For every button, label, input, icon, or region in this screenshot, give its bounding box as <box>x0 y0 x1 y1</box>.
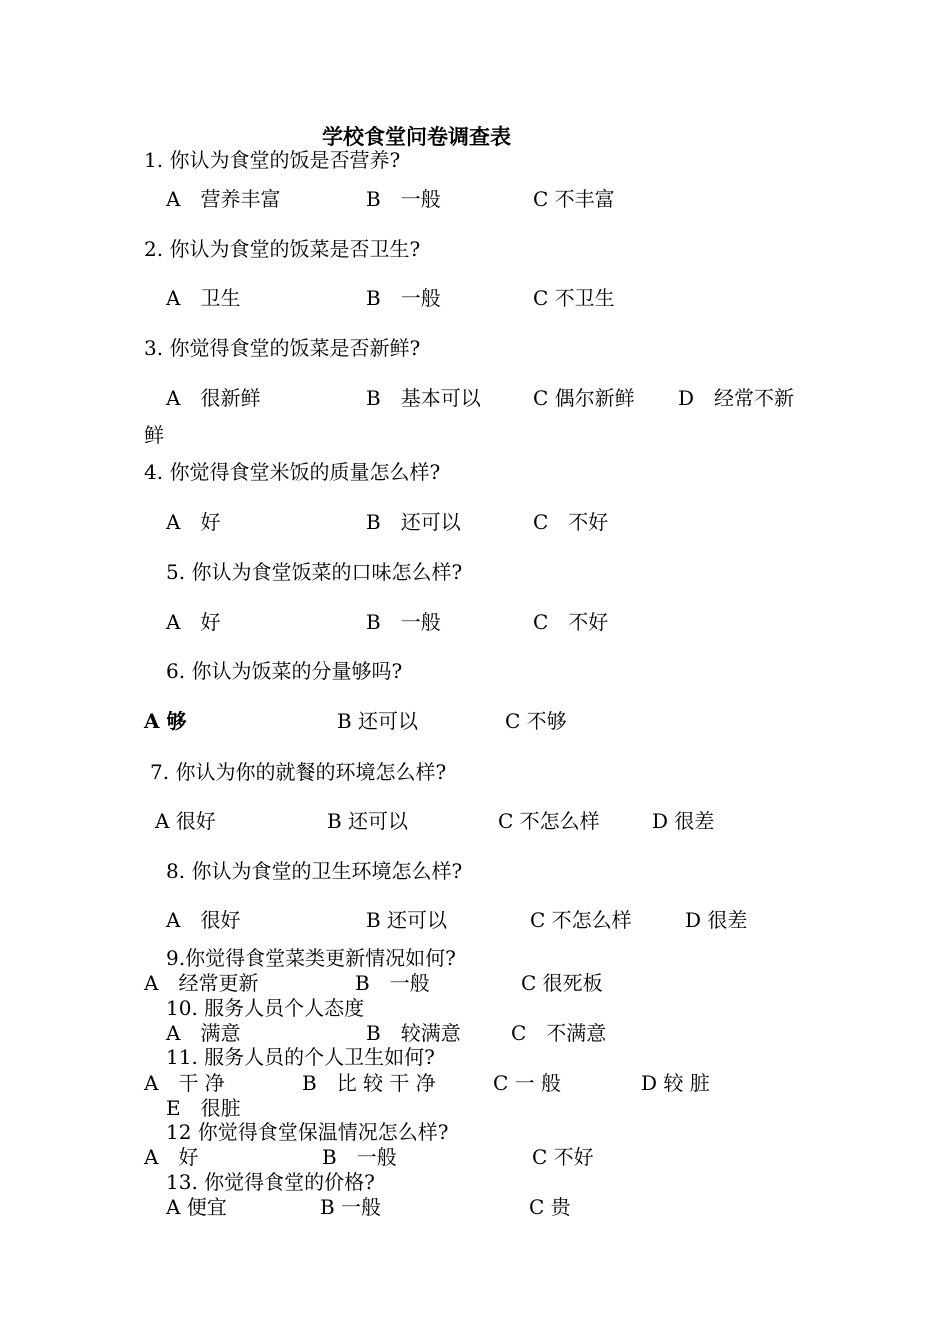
q5-option-b: B 一般 <box>366 610 441 634</box>
q5-option-a: A 好 <box>166 610 221 634</box>
q13-option-a: A 便宜 <box>166 1195 227 1219</box>
question-5: 5. 你认为食堂饭菜的口味怎么样? <box>166 560 463 584</box>
question-10: 10. 服务人员个人态度 <box>166 996 365 1020</box>
q12-option-a: A 好 <box>144 1145 199 1169</box>
question-11: 11. 服务人员的个人卫生如何? <box>166 1045 435 1069</box>
q6-option-a: A 够 <box>144 709 187 733</box>
q11-option-b: B 比 较 干 净 <box>302 1071 436 1095</box>
q3-option-b: B 基本可以 <box>366 386 481 410</box>
q1-option-a: A 营养丰富 <box>166 187 281 211</box>
q4-option-b: B 还可以 <box>366 510 461 534</box>
q10-option-b: B 较满意 <box>366 1021 461 1045</box>
q9-option-b: B 一般 <box>355 971 430 995</box>
q11-option-c: C 一 般 <box>493 1071 562 1095</box>
q12-option-b: B 一般 <box>322 1145 397 1169</box>
q8-option-a: A 很好 <box>166 908 241 932</box>
q3-option-a: A 很新鲜 <box>166 386 261 410</box>
q11-option-a: A 干 净 <box>144 1071 225 1095</box>
question-8: 8. 你认为食堂的卫生环境怎么样? <box>166 859 463 883</box>
q6-option-c: C 不够 <box>505 709 567 733</box>
q10-option-c: C 不满意 <box>511 1021 607 1045</box>
q8-option-c: C 不怎么样 <box>530 908 632 932</box>
q5-option-c: C 不好 <box>533 610 609 634</box>
q4-option-a: A 好 <box>166 510 221 534</box>
page-title: 学校食堂问卷调查表 <box>322 124 511 149</box>
q1-option-b: B 一般 <box>366 187 441 211</box>
question-9: 9.你觉得食堂菜类更新情况如何? <box>166 946 456 970</box>
q7-option-c: C 不怎么样 <box>498 809 600 833</box>
q3-option-d: D 经常不新 <box>678 386 795 410</box>
q13-option-c: C 贵 <box>529 1195 571 1219</box>
q7-option-d: D 很差 <box>652 809 715 833</box>
question-13: 13. 你觉得食堂的价格? <box>166 1170 375 1194</box>
q2-option-b: B 一般 <box>366 286 441 310</box>
question-6: 6. 你认为饭菜的分量够吗? <box>166 659 403 683</box>
question-4: 4. 你觉得食堂米饭的质量怎么样? <box>144 460 441 484</box>
q10-option-a: A 满意 <box>166 1021 241 1045</box>
q6-option-b: B 还可以 <box>337 709 419 733</box>
question-12: 12 你觉得食堂保温情况怎么样? <box>166 1120 449 1144</box>
q7-option-a: A 很好 <box>155 809 216 833</box>
q11-option-d: D 较 脏 <box>641 1071 710 1095</box>
question-7: 7. 你认为你的就餐的环境怎么样? <box>150 760 447 784</box>
question-3: 3. 你觉得食堂的饭菜是否新鲜? <box>144 336 421 360</box>
q8-option-d: D 很差 <box>685 908 748 932</box>
q1-option-c: C 不丰富 <box>533 187 615 211</box>
q9-option-c: C 很死板 <box>521 971 603 995</box>
q2-option-c: C 不卫生 <box>533 286 615 310</box>
q12-option-c: C 不好 <box>532 1145 594 1169</box>
q9-option-a: A 经常更新 <box>144 971 259 995</box>
q13-option-b: B 一般 <box>320 1195 382 1219</box>
q3-option-d-wrap: 鲜 <box>144 423 164 447</box>
question-2: 2. 你认为食堂的饭菜是否卫生? <box>144 237 421 261</box>
question-1: 1. 你认为食堂的饭是否营养? <box>144 148 401 172</box>
q4-option-c: C 不好 <box>533 510 609 534</box>
q2-option-a: A 卫生 <box>166 286 241 310</box>
q3-option-c: C 偶尔新鲜 <box>533 386 635 410</box>
q8-option-b: B 还可以 <box>366 908 448 932</box>
q11-option-e: E 很脏 <box>166 1096 241 1120</box>
q7-option-b: B 还可以 <box>327 809 409 833</box>
